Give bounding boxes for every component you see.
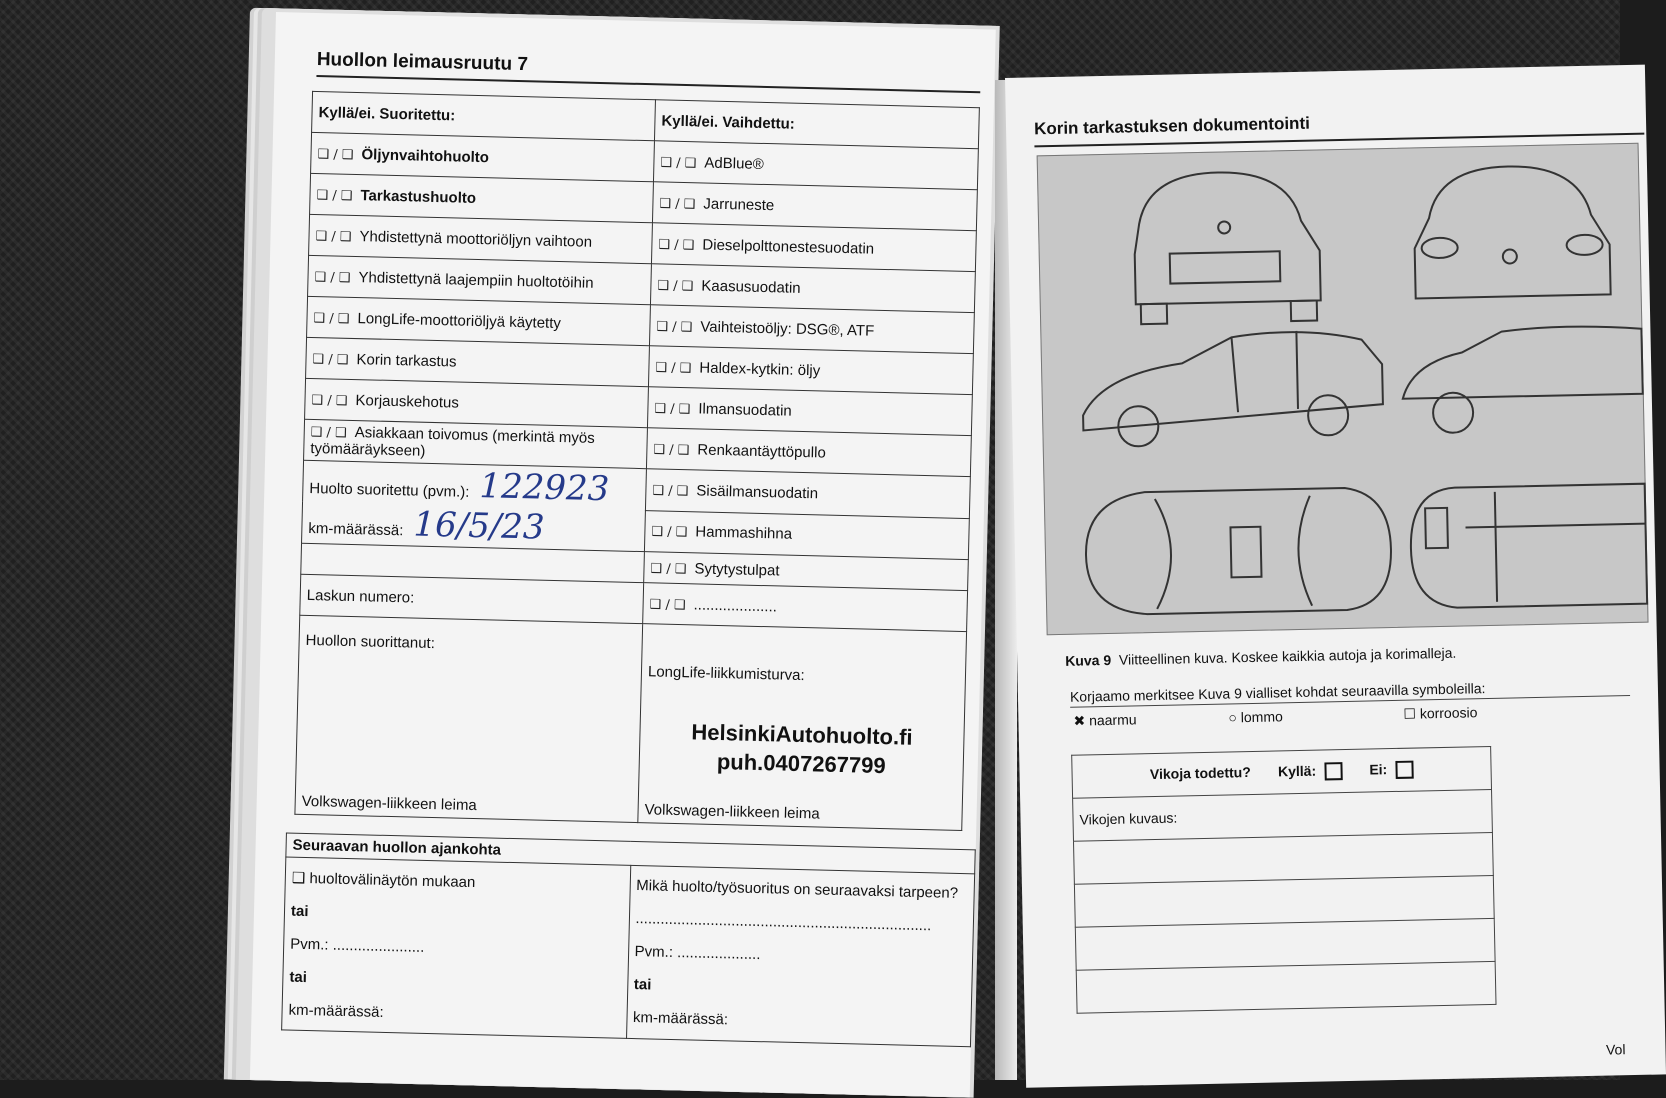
invoice-number-label: Laskun numero: — [300, 574, 644, 623]
yes-no-checkbox[interactable]: ❑ / ❑ — [650, 560, 687, 577]
heading-rule — [316, 75, 980, 93]
car-side-view-2-icon — [1401, 325, 1643, 434]
row-label: Korjauskehotus — [355, 391, 460, 412]
next-work-field[interactable]: ....................................................................... — [635, 910, 932, 935]
yes-no-checkbox[interactable]: ❑ / ❑ — [655, 359, 692, 376]
marks-intro: Korjaamo merkitsee Kuva 9 vialliset kohdat seuraavilla symboleilla: — [1069, 680, 1486, 705]
table-row — [295, 615, 967, 830]
yes-no-checkbox[interactable]: ❑ / ❑ — [311, 392, 348, 409]
car-body-illustration — [1037, 143, 1649, 636]
row-label: Korin tarkastus — [356, 350, 457, 371]
car-underbody-icon — [1410, 484, 1647, 609]
row-label: Yhdistettynä moottoriöljyn vaihtoon — [359, 227, 593, 251]
row-label: Hammashihna — [695, 523, 793, 544]
row-label: Asiakkaan toivomus (merkintä myös työmääräykseen) — [310, 424, 595, 460]
right-page-heading: Korin tarkastuksen dokumentointi — [1033, 113, 1311, 139]
row-label: Vaihteistoöljy: DSG®, ATF — [700, 317, 875, 340]
yes-label: Kyllä: — [1277, 762, 1317, 780]
defects-table — [1071, 746, 1496, 1014]
row-label: AdBlue® — [704, 154, 765, 173]
service-done-label: Huolto suoritettu (pvm.): — [309, 479, 470, 501]
or-label: tai — [290, 902, 309, 921]
yes-no-checkbox[interactable]: ❑ / ❑ — [660, 154, 697, 171]
yes-no-checkbox[interactable]: ❑ / ❑ — [313, 310, 350, 327]
yes-no-checkbox[interactable]: ❑ / ❑ — [652, 483, 689, 499]
row-label: Ilmansuodatin — [698, 399, 792, 420]
yes-no-checkbox[interactable]: ❑ / ❑ — [316, 187, 353, 204]
car-side-view-icon — [1081, 329, 1383, 447]
no-checkbox[interactable] — [1395, 761, 1413, 779]
car-outlines — [1038, 144, 1648, 634]
row-label: Renkaantäyttöpullo — [697, 440, 826, 462]
yes-no-checkbox[interactable]: ❑ / ❑ — [312, 351, 349, 368]
workshop-stamp — [645, 716, 957, 783]
left-page — [250, 12, 996, 1097]
yes-no-checkbox[interactable]: ❑ / ❑ — [315, 228, 352, 245]
yes-no-checkbox[interactable]: ❑ / ❑ — [657, 277, 694, 294]
yes-no-checkbox[interactable]: ❑ / ❑ — [651, 524, 688, 541]
yes-checkbox[interactable] — [1324, 762, 1342, 780]
right-page — [1005, 65, 1666, 1088]
yes-no-checkbox[interactable]: ❑ / ❑ — [656, 318, 693, 335]
row-label: Jarruneste — [703, 195, 775, 214]
figure-caption-text: Viitteellinen kuva. Koskee kaikkia autoja ja korimalleja. — [1118, 644, 1457, 668]
figure-caption — [1065, 645, 1456, 669]
yes-no-checkbox[interactable]: ❑ / ❑ — [310, 424, 347, 441]
yes-no-checkbox[interactable]: ❑ / ❑ — [658, 236, 695, 253]
row-label: Dieselpolttonestesuodatin — [702, 235, 875, 258]
row-label: Tarkastushuolto — [360, 186, 477, 207]
row-label: Öljynvaihtohuolto — [361, 145, 490, 166]
dent-symbol: ○ lommo — [1228, 708, 1283, 726]
row-label: Yhdistettynä laajempiin huoltotöihin — [358, 268, 594, 292]
row-label: Sytytystulpat — [694, 559, 780, 579]
scratch-symbol: ✖ naarmu — [1073, 711, 1137, 729]
next-km-field[interactable]: km-määrässä: — [632, 1009, 729, 1029]
next-work-question: Mikä huolto/työsuoritus on seuraavaksi tarpeen? — [636, 877, 959, 902]
km-handwritten[interactable]: 16/5/23 — [413, 504, 546, 548]
row-label: LongLife-moottoriöljyä käytetty — [357, 309, 562, 332]
next-service-table — [281, 832, 976, 1047]
car-front-view-icon — [1413, 164, 1611, 298]
stamp-website: HelsinkiAutohuolto.fi — [691, 718, 913, 750]
col-left-header: Kyllä/ei. Suoritettu: — [312, 91, 656, 140]
next-date-field[interactable]: Pvm.: ...................... — [290, 935, 425, 956]
row-label: Haldex-kytkin: öljy — [699, 358, 821, 379]
yes-no-checkbox[interactable]: ❑ / ❑ — [653, 441, 690, 458]
no-label: Ei: — [1369, 760, 1388, 778]
yes-no-checkbox[interactable]: ❑ / ❑ — [654, 400, 691, 417]
or-label: tai — [289, 968, 308, 987]
yes-no-checkbox[interactable]: ❑ / ❑ — [317, 146, 354, 163]
defects-line[interactable] — [1076, 961, 1496, 1013]
col-right-header: Kyllä/ei. Vaihdettu: — [654, 100, 979, 149]
or-label: tai — [633, 976, 652, 994]
row-label: Kaasusuodatin — [701, 276, 801, 297]
next-service-title: Seuraavan huollon ajankohta — [286, 833, 975, 874]
next-date-field[interactable]: Pvm.: .................... — [634, 943, 761, 964]
yes-no-checkbox[interactable]: ❑ / ❑ — [314, 269, 351, 286]
dealer-stamp-label: Volkswagen-liikkeen leima — [301, 792, 477, 815]
performed-by-label: Huollon suorittanut: — [305, 631, 436, 653]
stamp-phone: puh.0407267799 — [716, 749, 886, 779]
corner-text: Vol — [1605, 1041, 1626, 1058]
dealer-stamp-label: Volkswagen-liikkeen leima — [644, 801, 820, 823]
next-km-field[interactable]: km-määrässä: — [288, 1001, 384, 1021]
left-page-heading: Huollon leimausruutu 7 — [316, 49, 529, 76]
figure-label: Kuva 9 — [1065, 651, 1112, 669]
car-top-view-icon — [1085, 487, 1392, 615]
yes-no-checkbox[interactable]: ❑ / ❑ — [659, 195, 696, 212]
service-stamp-table — [294, 91, 979, 831]
by-indicator-option[interactable]: ❑ huoltovälinäytön mukaan — [291, 869, 476, 892]
corrosion-symbol: ☐ korroosio — [1403, 704, 1478, 722]
blank-entry: .................... — [693, 595, 778, 615]
km-label: km-määrässä: — [308, 519, 404, 540]
defects-question: Vikoja todettu? — [1149, 763, 1251, 782]
row-label: Sisäilmansuodatin — [696, 482, 819, 503]
service-done-handwritten[interactable]: 122923 — [479, 466, 610, 510]
car-rear-view-icon — [1133, 170, 1321, 324]
longlife-label: LongLife-liikkumisturva: — [647, 662, 805, 684]
yes-no-checkbox[interactable]: ❑ / ❑ — [649, 596, 686, 613]
defects-description-label: Vikojen kuvaus: — [1073, 789, 1493, 841]
